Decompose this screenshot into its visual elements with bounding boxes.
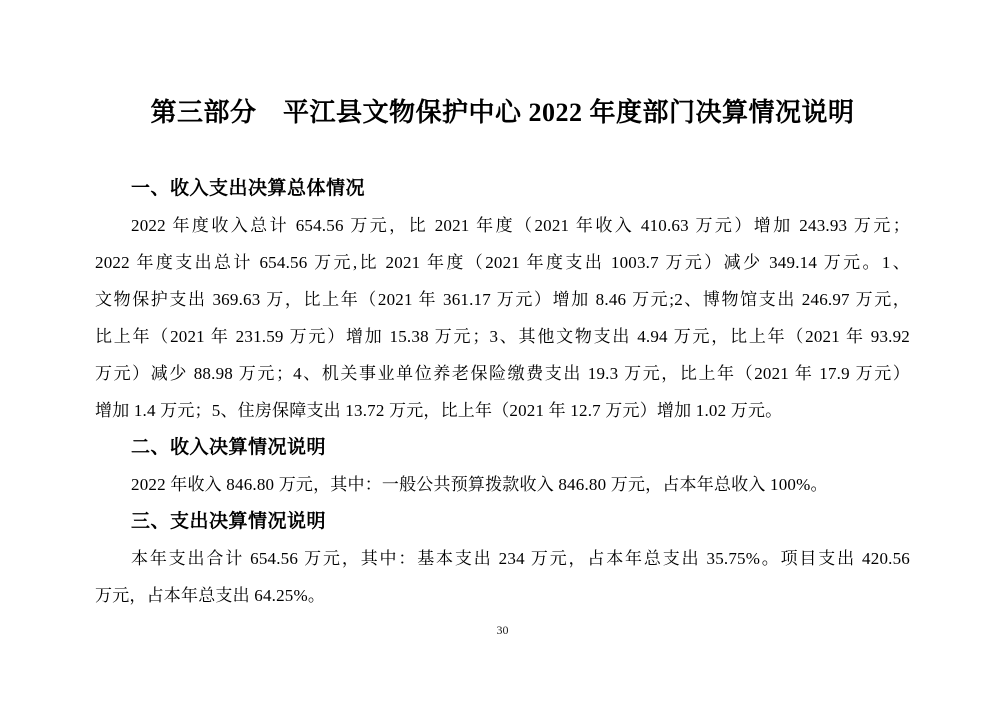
paragraph-line: 2022 年收入 846.80 万元，其中：一般公共预算拨款收入 846.80 万元，占本年总收入 100%。 (131, 475, 828, 494)
paragraph-line: 2022 年度收入总计 654.56 万元，比 2021 年度（2021 年收入 410.63 万元）增加 243.93 万元； (131, 216, 910, 235)
section-heading-2: 二、收入决算情况说明 (131, 437, 327, 458)
section-overall-budget (95, 170, 910, 429)
paragraph-line: 本年支出合计 654.56 万元，其中：基本支出 234 万元，占本年总支出 35.75%。项目支出 420.56 (131, 549, 910, 568)
document-title: 第三部分 平江县文物保护中心 2022 年度部门决算情况说明 (150, 98, 855, 127)
paragraph-line: 2022 年度支出总计 654.56 万元,比 2021 年度（2021 年度支出 1003.7 万元）减少 349.14 万元。1、 (95, 253, 910, 272)
paragraph-line: 比上年（2021 年 231.59 万元）增加 15.38 万元；3、其他文物支出 4.94 万元，比上年（2021 年 93.92 (95, 327, 910, 346)
page-number: 30 (496, 623, 509, 637)
paragraph-line: 万元，占本年总支出 64.25%。 (95, 586, 326, 605)
section-expenditure-budget (95, 503, 910, 614)
section-income-budget (95, 429, 910, 503)
section-heading-3: 三、支出决算情况说明 (131, 511, 327, 532)
paragraph-line: 万元）减少 88.98 万元；4、机关事业单位养老保险缴费支出 19.3 万元，比上年（2021 年 17.9 万元） (95, 364, 910, 383)
section-heading-1: 一、收入支出决算总体情况 (131, 178, 366, 199)
paragraph-line: 文物保护支出 369.63 万，比上年（2021 年 361.17 万元）增加 8.46 万元;2、博物馆支出 246.97 万元， (95, 290, 910, 309)
paragraph-line: 增加 1.4 万元；5、住房保障支出 13.72 万元，比上年（2021 年 12.7 万元）增加 1.02 万元。 (95, 401, 783, 420)
